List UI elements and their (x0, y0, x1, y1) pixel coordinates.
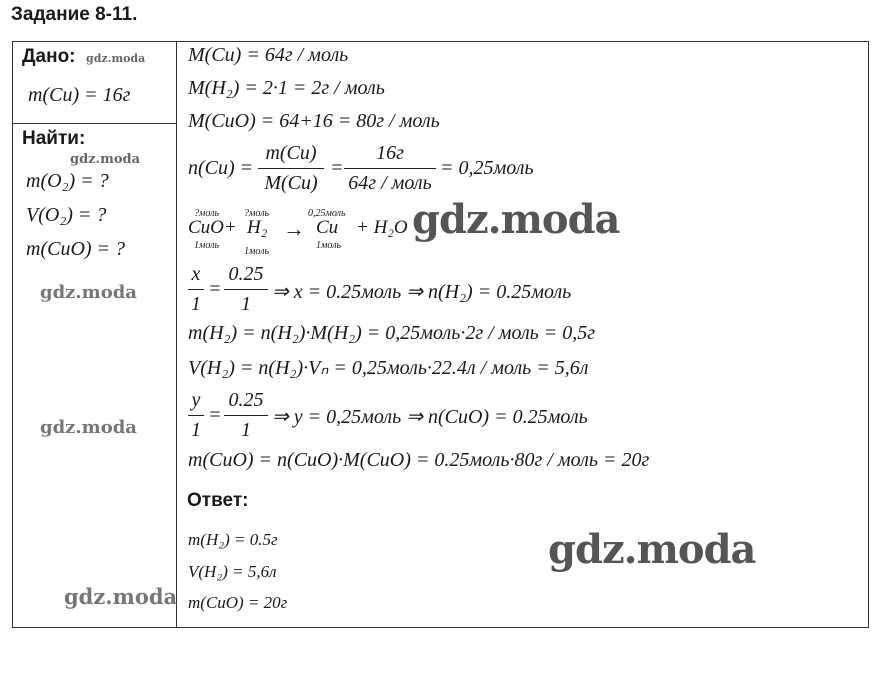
n-cu-denominator-1: M(Cu) (264, 172, 318, 194)
watermark-mid: gdz.moda (64, 584, 178, 609)
watermark-mid: gdz.moda (40, 417, 137, 438)
molar-mass-h2: M(H₂) = 2·1 = 2г / моль (188, 77, 385, 99)
mass-cuo-calc: m(CuO) = n(CuO)·M(CuO) = 0.25моль·80г / моль = 20г (188, 449, 650, 471)
answer-volume-h2: V(H₂) = 5,6л (188, 562, 277, 581)
reaction-cu: Cu (316, 217, 339, 238)
reaction-h2: H₂ (247, 217, 268, 238)
prop1-den-left: 1 (191, 293, 201, 315)
reaction-above-cu: 0,25моль (308, 208, 346, 219)
find-label: Найти: (22, 128, 86, 149)
reaction-arrow: → (283, 216, 305, 241)
fraction-bar (188, 289, 204, 290)
given-label: Дано: (22, 46, 76, 67)
prop1-num-left: x (191, 263, 201, 285)
fraction-bar (344, 168, 436, 169)
prop2-num-right: 0.25 (228, 389, 264, 411)
given-find-divider (12, 123, 177, 124)
reaction-cuo: CuO+ (188, 217, 237, 238)
n-cu-denominator-2: 64г / моль (348, 172, 432, 194)
mass-h2-calc: m(H₂) = n(H₂)·M(H₂) = 0,25моль·2г / моль = 0,5г (188, 322, 596, 344)
task-title: Задание 8-11. (11, 4, 138, 25)
find-volume-o2: V(O₂) = ? (26, 204, 107, 226)
reaction-h2o: + H₂O (356, 217, 408, 238)
fraction-bar (188, 415, 204, 416)
watermark-large: gdz.moda (548, 526, 756, 573)
column-divider (176, 41, 177, 628)
given-mass-cu: m(Cu) = 16г (28, 84, 131, 106)
find-mass-cuo: m(CuO) = ? (26, 238, 126, 260)
n-cu-numerator-1: m(Cu) (265, 142, 317, 164)
fraction-bar (224, 415, 268, 416)
reaction-below-cuo: 1моль (194, 240, 220, 251)
prop1-den-right: 1 (241, 293, 251, 315)
prop2-den-left: 1 (191, 419, 201, 441)
answer-label: Ответ: (187, 490, 249, 511)
reaction-above-cuo: ?моль (194, 208, 220, 219)
molar-mass-cu: M(Cu) = 64г / моль (188, 44, 349, 66)
fraction-bar (224, 289, 268, 290)
watermark-mid: gdz.moda (40, 282, 137, 303)
watermark-large: gdz.moda (412, 196, 620, 243)
reaction-above-h2: ?моль (244, 208, 270, 219)
n-cu-equals: = (330, 157, 344, 179)
reaction-below-cu: 1моль (316, 240, 342, 251)
n-cu-numerator-2: 16г (376, 142, 404, 164)
watermark-small: gdz.moda (86, 52, 146, 65)
prop1-num-right: 0.25 (228, 263, 264, 285)
prop2-rest: ⇒ y = 0,25моль ⇒ n(CuO) = 0.25моль (272, 406, 588, 428)
answer-mass-h2: m(H₂) = 0.5г (188, 530, 278, 549)
find-mass-o2: m(O₂) = ? (26, 170, 109, 192)
n-cu-result: = 0,25моль (440, 157, 534, 179)
prop2-num-left: y (191, 389, 201, 411)
reaction-below-h2: 1моль (244, 246, 270, 257)
prop2-den-right: 1 (241, 419, 251, 441)
molar-mass-cuo: M(CuO) = 64+16 = 80г / моль (188, 110, 440, 132)
n-cu-lhs: n(Cu) = (188, 157, 254, 179)
volume-h2-calc: V(H₂) = n(H₂)·Vₙ = 0,25моль·22.4л / моль = 5,6л (188, 357, 589, 379)
fraction-bar (258, 168, 324, 169)
watermark-small: gdz.moda (70, 152, 141, 167)
prop1-rest: ⇒ x = 0.25моль ⇒ n(H₂) = 0.25моль (272, 281, 572, 303)
answer-mass-cuo: m(CuO) = 20г (188, 593, 288, 612)
